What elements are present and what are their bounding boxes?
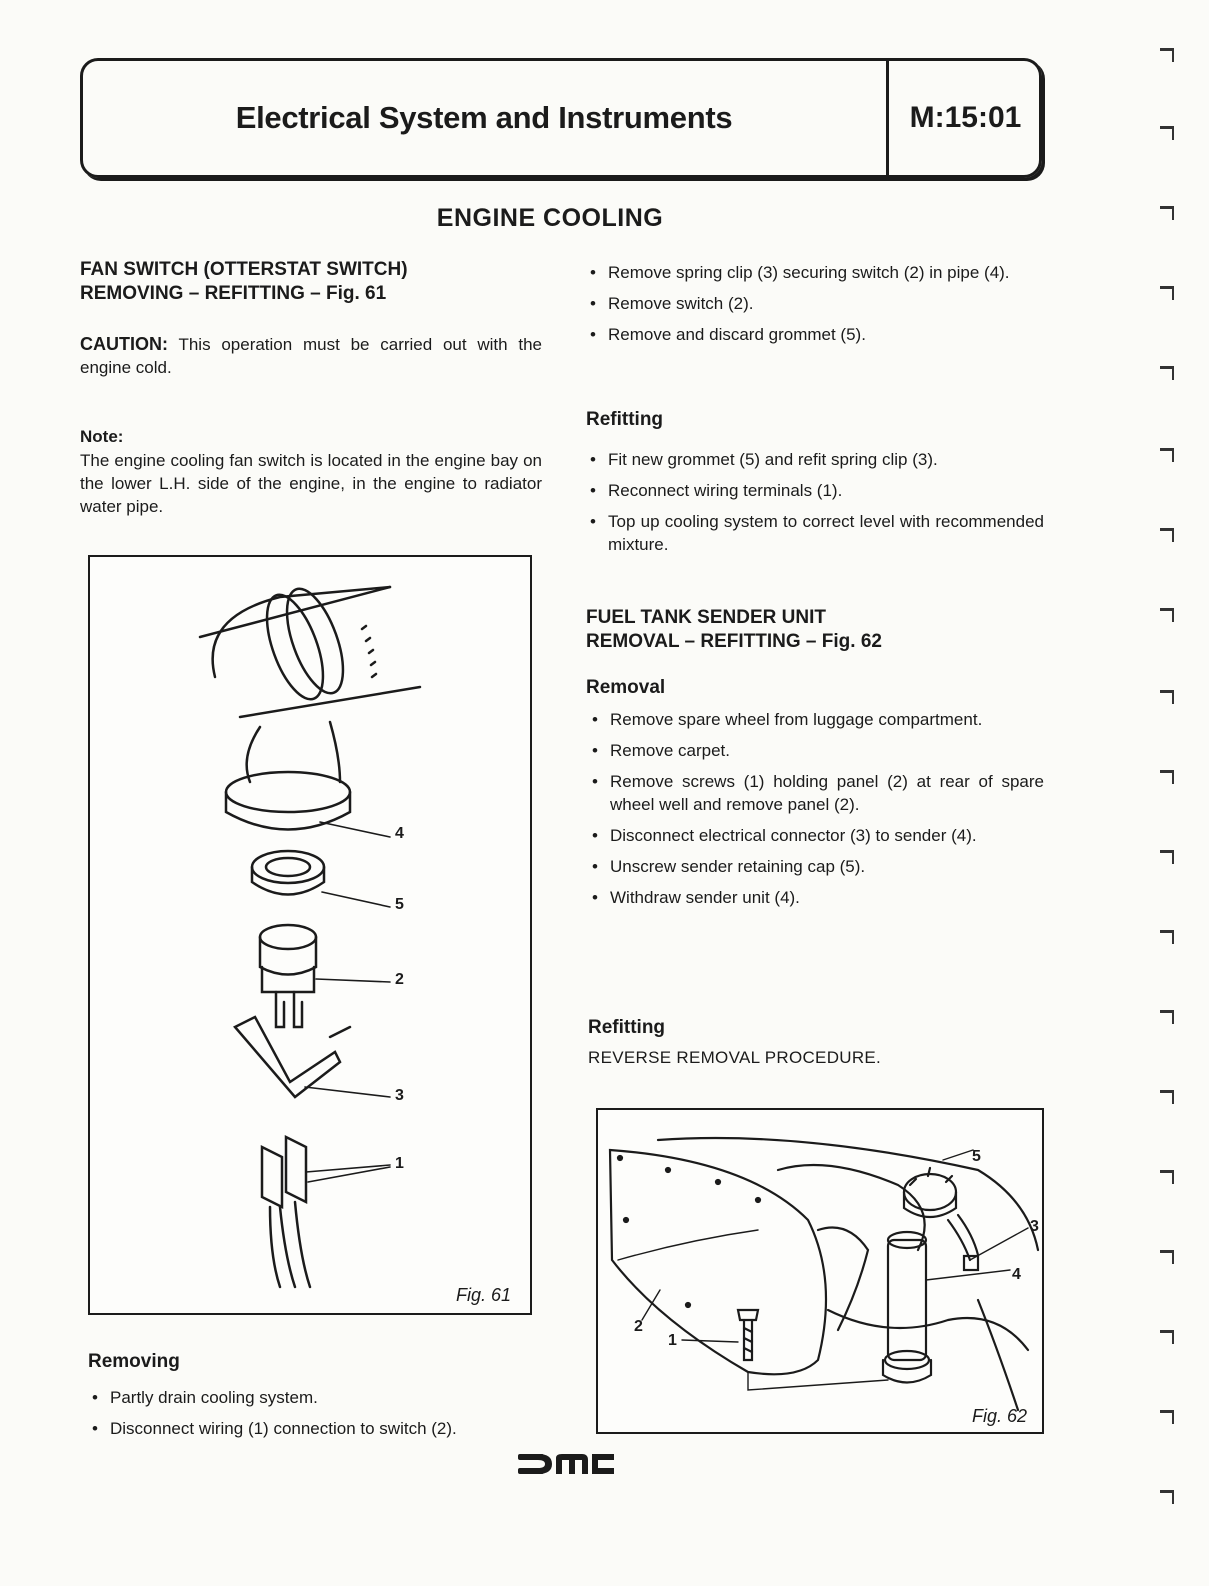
list-item: • Remove carpet.	[588, 739, 1044, 762]
binder-mark	[1160, 286, 1174, 300]
callout-1: 1	[395, 1155, 404, 1172]
fuel-tank-heading-line1: FUEL TANK SENDER UNIT	[586, 607, 826, 628]
binder-mark	[1160, 690, 1174, 704]
fan-switch-refitting-heading: Refitting	[586, 409, 664, 430]
callout-4: 4	[395, 825, 404, 842]
binder-mark	[1160, 770, 1174, 784]
dmc-logo-mark	[518, 1452, 614, 1476]
list-item: • Fit new grommet (5) and refit spring clip (3).	[586, 448, 1044, 471]
fan-switch-illustration	[90, 557, 530, 1313]
callout-2: 2	[634, 1318, 643, 1335]
note-label: Note:	[80, 427, 124, 446]
figure-61-label: Fig. 61	[456, 1285, 512, 1305]
callout-3: 3	[1030, 1218, 1039, 1235]
section-title: ENGINE COOLING	[436, 204, 664, 232]
binder-mark	[1160, 1250, 1174, 1264]
fan-switch-refitting-steps	[586, 448, 1044, 564]
callout-3: 3	[395, 1087, 404, 1104]
dmc-logo	[518, 1452, 614, 1476]
binder-mark	[1160, 1490, 1174, 1504]
callout-1: 1	[668, 1332, 677, 1349]
list-item: • Remove spring clip (3) securing switch (2) in pipe (4).	[586, 261, 1042, 284]
list-item: • Remove and discard grommet (5).	[586, 323, 1042, 346]
list-item: • Disconnect wiring (1) connection to switch (2).	[88, 1417, 558, 1440]
figure-62-label: Fig. 62	[972, 1406, 1028, 1426]
binder-mark	[1160, 1410, 1174, 1424]
list-item: • Remove screws (1) holding panel (2) at rear of spare wheel well and remove panel (2).	[588, 770, 1044, 816]
list-item: • Unscrew sender retaining cap (5).	[588, 855, 1044, 878]
binder-mark	[1160, 48, 1174, 62]
binder-mark	[1160, 930, 1174, 944]
list-item: • Remove switch (2).	[586, 292, 1042, 315]
binder-mark	[1160, 1010, 1174, 1024]
binder-mark	[1160, 206, 1174, 220]
section-code: M:15:01	[909, 101, 1022, 134]
binder-mark	[1160, 528, 1174, 542]
removal-heading: Removal	[586, 677, 666, 698]
fuel-tank-heading-line2: REMOVAL – REFITTING – Fig. 62	[586, 631, 882, 652]
figure-62	[596, 1108, 1044, 1434]
list-item: • Reconnect wiring terminals (1).	[586, 479, 1044, 502]
list-item: • Remove spare wheel from luggage compartment.	[588, 708, 1044, 731]
binder-mark	[1160, 366, 1174, 380]
figure-61	[88, 555, 532, 1315]
fan-switch-heading-line2: REMOVING – REFITTING – Fig. 61	[80, 283, 387, 304]
binder-mark	[1160, 850, 1174, 864]
list-item: • Disconnect electrical connector (3) to sender (4).	[588, 824, 1044, 847]
binder-mark	[1160, 608, 1174, 622]
fuel-refitting-text: REVERSE REMOVAL PROCEDURE.	[588, 1048, 882, 1067]
removing-steps	[88, 1386, 558, 1448]
removal-steps	[588, 708, 1044, 917]
callout-4: 4	[1012, 1266, 1021, 1283]
page-title: Electrical System and Instruments	[235, 100, 733, 135]
note-text: The engine cooling fan switch is located in the engine bay on the lower L.H. side of the engine, in the engine to radiator water pipe.	[80, 451, 542, 516]
list-item: • Withdraw sender unit (4).	[588, 886, 1044, 909]
caution-paragraph	[80, 333, 542, 379]
note-block	[80, 425, 542, 518]
binder-mark	[1160, 1330, 1174, 1344]
fan-switch-heading	[80, 258, 540, 306]
list-item: • Top up cooling system to correct level with recommended mixture.	[586, 510, 1044, 556]
callout-5: 5	[395, 896, 404, 913]
fan-switch-continued-steps	[586, 261, 1042, 354]
caution-label: CAUTION:	[80, 334, 168, 354]
fan-switch-heading-line1: FAN SWITCH (OTTERSTAT SWITCH)	[80, 259, 408, 280]
list-item: • Partly drain cooling system.	[88, 1386, 558, 1409]
removing-heading: Removing	[88, 1351, 180, 1372]
fuel-tank-heading	[586, 606, 1042, 654]
binder-mark	[1160, 126, 1174, 140]
caution-text: This operation must be carried out with the engine cold.	[80, 335, 542, 377]
binder-mark	[1160, 1170, 1174, 1184]
binder-mark	[1160, 448, 1174, 462]
callout-5: 5	[972, 1148, 981, 1165]
fuel-refitting-heading: Refitting	[588, 1017, 666, 1038]
binder-mark	[1160, 1090, 1174, 1104]
callout-2: 2	[395, 971, 404, 988]
